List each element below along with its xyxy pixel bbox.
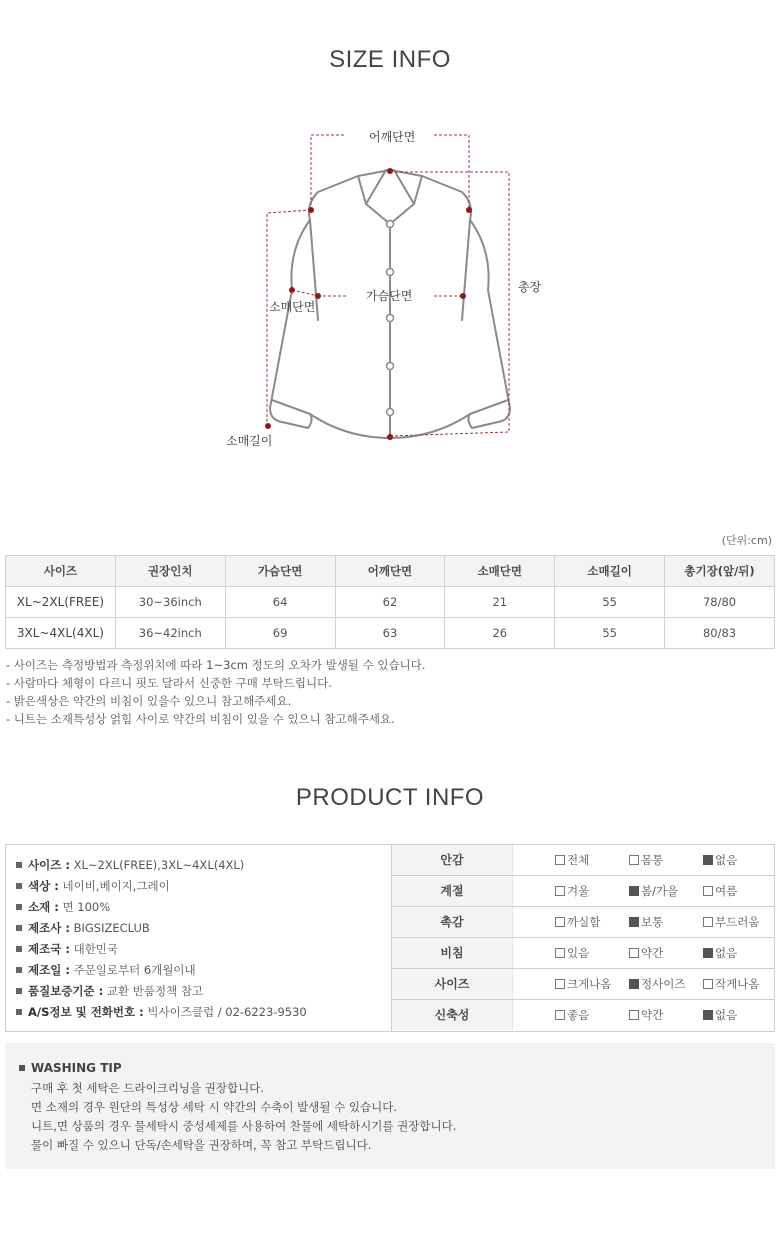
- detail-manufacturer: 제조사 : BIGSIZECLUB: [16, 920, 150, 936]
- attribute-name: 사이즈: [392, 969, 513, 999]
- attribute-row: [392, 876, 774, 907]
- note-line: - 사람마다 체형이 다르니 핏도 달라서 신중한 구매 부탁드립니다.: [6, 676, 332, 690]
- size-table: [5, 555, 775, 649]
- checked-box-icon: [703, 855, 713, 865]
- table-cell: 55: [555, 618, 665, 649]
- attribute-option: [629, 876, 678, 906]
- attribute-option-label: 봄/가을: [641, 884, 679, 898]
- detail-color: 색상 : 네이비,베이지,그레이: [16, 878, 170, 894]
- attribute-option-label: 있음: [567, 946, 590, 960]
- table-cell: 64: [225, 587, 335, 618]
- attribute-option-label: 까실함: [567, 915, 601, 929]
- attribute-option-label: 부드러움: [715, 915, 760, 929]
- header-size: 사이즈: [6, 556, 116, 587]
- attribute-option: [629, 1000, 663, 1030]
- bullet-icon: [16, 946, 22, 952]
- table-cell: 78/80: [665, 587, 775, 618]
- table-cell: 30~36inch: [115, 587, 225, 618]
- checked-box-icon: [629, 917, 639, 927]
- unchecked-box-icon: [555, 886, 565, 896]
- attribute-option-label: 정사이즈: [641, 977, 686, 991]
- unchecked-box-icon: [555, 855, 565, 865]
- size-info-title: SIZE INFO: [329, 46, 451, 73]
- attribute-row: [392, 969, 774, 1000]
- washing-tip-line: 구매 후 첫 세탁은 드라이크리닝을 권장합니다.: [31, 1081, 265, 1095]
- header-sleeve-width: 소매단면: [445, 556, 555, 587]
- washing-tip-title: WASHING TIP: [19, 1061, 122, 1075]
- table-cell: 3XL~4XL(4XL): [6, 618, 116, 649]
- unit-label: (단위:cm): [721, 534, 772, 547]
- washing-tip-line: 물이 빠질 수 있으니 단독/손세탁을 권장하며, 꼭 참고 부탁드립니다.: [31, 1138, 372, 1152]
- product-info-title: PRODUCT INFO: [295, 784, 485, 811]
- shirt-measurement-diagram: [220, 120, 560, 460]
- attribute-option: [555, 845, 589, 875]
- label-sleeve-length: 소매길이: [226, 434, 273, 448]
- table-cell: XL~2XL(FREE): [6, 587, 116, 618]
- table-header-row: [6, 556, 775, 587]
- attribute-name: 안감: [392, 845, 513, 875]
- bullet-icon: [16, 862, 22, 868]
- attribute-option-label: 약간: [641, 946, 664, 960]
- table-cell: 36~42inch: [115, 618, 225, 649]
- attribute-name: 촉감: [392, 907, 513, 937]
- attribute-row: [392, 845, 774, 876]
- attribute-option: [703, 876, 737, 906]
- washing-tip-box: [5, 1043, 775, 1169]
- table-row: [6, 618, 775, 649]
- attribute-name: 계절: [392, 876, 513, 906]
- attribute-option-label: 크게나옴: [567, 977, 612, 991]
- header-total-length: 총기장(앞/뒤): [665, 556, 775, 587]
- table-row: [6, 587, 775, 618]
- bullet-icon: [16, 1009, 22, 1015]
- unchecked-box-icon: [555, 917, 565, 927]
- detail-manufacture-date: 제조일 : 주문일로부터 6개월이내: [16, 962, 196, 978]
- header-inch: 권장인치: [115, 556, 225, 587]
- attribute-option-label: 약간: [641, 1008, 664, 1022]
- checked-box-icon: [629, 886, 639, 896]
- attribute-option-label: 없음: [715, 1008, 738, 1022]
- label-total-length: 총장: [518, 280, 542, 294]
- unchecked-box-icon: [555, 979, 565, 989]
- unchecked-box-icon: [629, 948, 639, 958]
- attribute-option: [555, 938, 589, 968]
- attribute-option-label: 없음: [715, 853, 738, 867]
- product-info-box: [5, 844, 775, 1032]
- bullet-icon: [16, 925, 22, 931]
- detail-warranty: 품질보증기준 : 교환 반품정책 참고: [16, 983, 203, 999]
- attribute-option: [555, 876, 589, 906]
- table-cell: 55: [555, 587, 665, 618]
- unchecked-box-icon: [703, 886, 713, 896]
- table-cell: 63: [335, 618, 445, 649]
- attribute-option-label: 여름: [715, 884, 738, 898]
- bullet-icon: [16, 883, 22, 889]
- washing-tip-line: 면 소재의 경우 원단의 특성상 세탁 시 약간의 수축이 발생될 수 있습니다.: [31, 1100, 398, 1114]
- attribute-row: [392, 907, 774, 938]
- attribute-option-label: 좋음: [567, 1008, 590, 1022]
- table-cell: 62: [335, 587, 445, 618]
- attribute-option-label: 몸통: [641, 853, 664, 867]
- bullet-icon: [16, 967, 22, 973]
- attribute-option: [703, 938, 737, 968]
- detail-size: 사이즈 : XL~2XL(FREE),3XL~4XL(4XL): [16, 857, 244, 873]
- attribute-option-label: 전체: [567, 853, 590, 867]
- label-shoulder: 어깨단면: [369, 130, 416, 144]
- attribute-name: 신축성: [392, 1000, 513, 1030]
- attribute-row: [392, 1000, 774, 1030]
- note-line: - 사이즈는 측정방법과 측정위치에 따라 1~3cm 정도의 오차가 발생될 수 있습니다.: [6, 658, 426, 672]
- size-notes: [6, 656, 425, 728]
- note-line: - 밝은색상은 약간의 비침이 있을수 있으니 참고해주세요.: [6, 694, 292, 708]
- detail-as-contact: A/S정보 및 전화번호 : 빅사이즈클럽 / 02-6223-9530: [16, 1004, 307, 1020]
- bullet-icon: [16, 988, 22, 994]
- detail-country: 제조국 : 대한민국: [16, 941, 118, 957]
- note-line: - 니트는 소재특성상 얽힘 사이로 약간의 비침이 있을 수 있으니 참고해주세요.: [6, 712, 395, 726]
- bullet-icon: [16, 904, 22, 910]
- attribute-option: [629, 938, 663, 968]
- attribute-option: [703, 969, 759, 999]
- washing-tip-line: 니트,면 상품의 경우 물세탁시 중성세제를 사용하여 찬물에 세탁하시기를 권장합니다.: [31, 1119, 457, 1133]
- attribute-option-label: 겨울: [567, 884, 590, 898]
- checked-box-icon: [703, 1010, 713, 1020]
- attribute-option: [629, 907, 663, 937]
- checked-box-icon: [703, 948, 713, 958]
- table-cell: 26: [445, 618, 555, 649]
- checked-box-icon: [629, 979, 639, 989]
- unchecked-box-icon: [629, 1010, 639, 1020]
- attribute-option-label: 보통: [641, 915, 664, 929]
- attribute-row: [392, 938, 774, 969]
- header-shoulder: 어깨단면: [335, 556, 445, 587]
- unchecked-box-icon: [629, 855, 639, 865]
- unchecked-box-icon: [555, 948, 565, 958]
- product-details: [6, 845, 392, 1031]
- label-sleeve-width: 소매단면: [269, 300, 316, 314]
- unchecked-box-icon: [703, 917, 713, 927]
- header-chest: 가슴단면: [225, 556, 335, 587]
- attribute-option: [629, 845, 663, 875]
- attribute-option: [555, 907, 600, 937]
- detail-material: 소재 : 면 100%: [16, 899, 110, 915]
- unchecked-box-icon: [703, 979, 713, 989]
- table-cell: 21: [445, 587, 555, 618]
- attribute-option: [703, 1000, 737, 1030]
- attribute-option-label: 없음: [715, 946, 738, 960]
- attribute-option: [703, 845, 737, 875]
- attribute-name: 비침: [392, 938, 513, 968]
- attribute-option: [629, 969, 685, 999]
- attribute-option-label: 작게나옴: [715, 977, 760, 991]
- unchecked-box-icon: [555, 1010, 565, 1020]
- attribute-option: [555, 1000, 589, 1030]
- label-chest: 가슴단면: [366, 289, 413, 303]
- attribute-option: [703, 907, 759, 937]
- table-cell: 69: [225, 618, 335, 649]
- attribute-option: [555, 969, 611, 999]
- header-sleeve-length: 소매길이: [555, 556, 665, 587]
- bullet-icon: [19, 1065, 25, 1071]
- table-cell: 80/83: [665, 618, 775, 649]
